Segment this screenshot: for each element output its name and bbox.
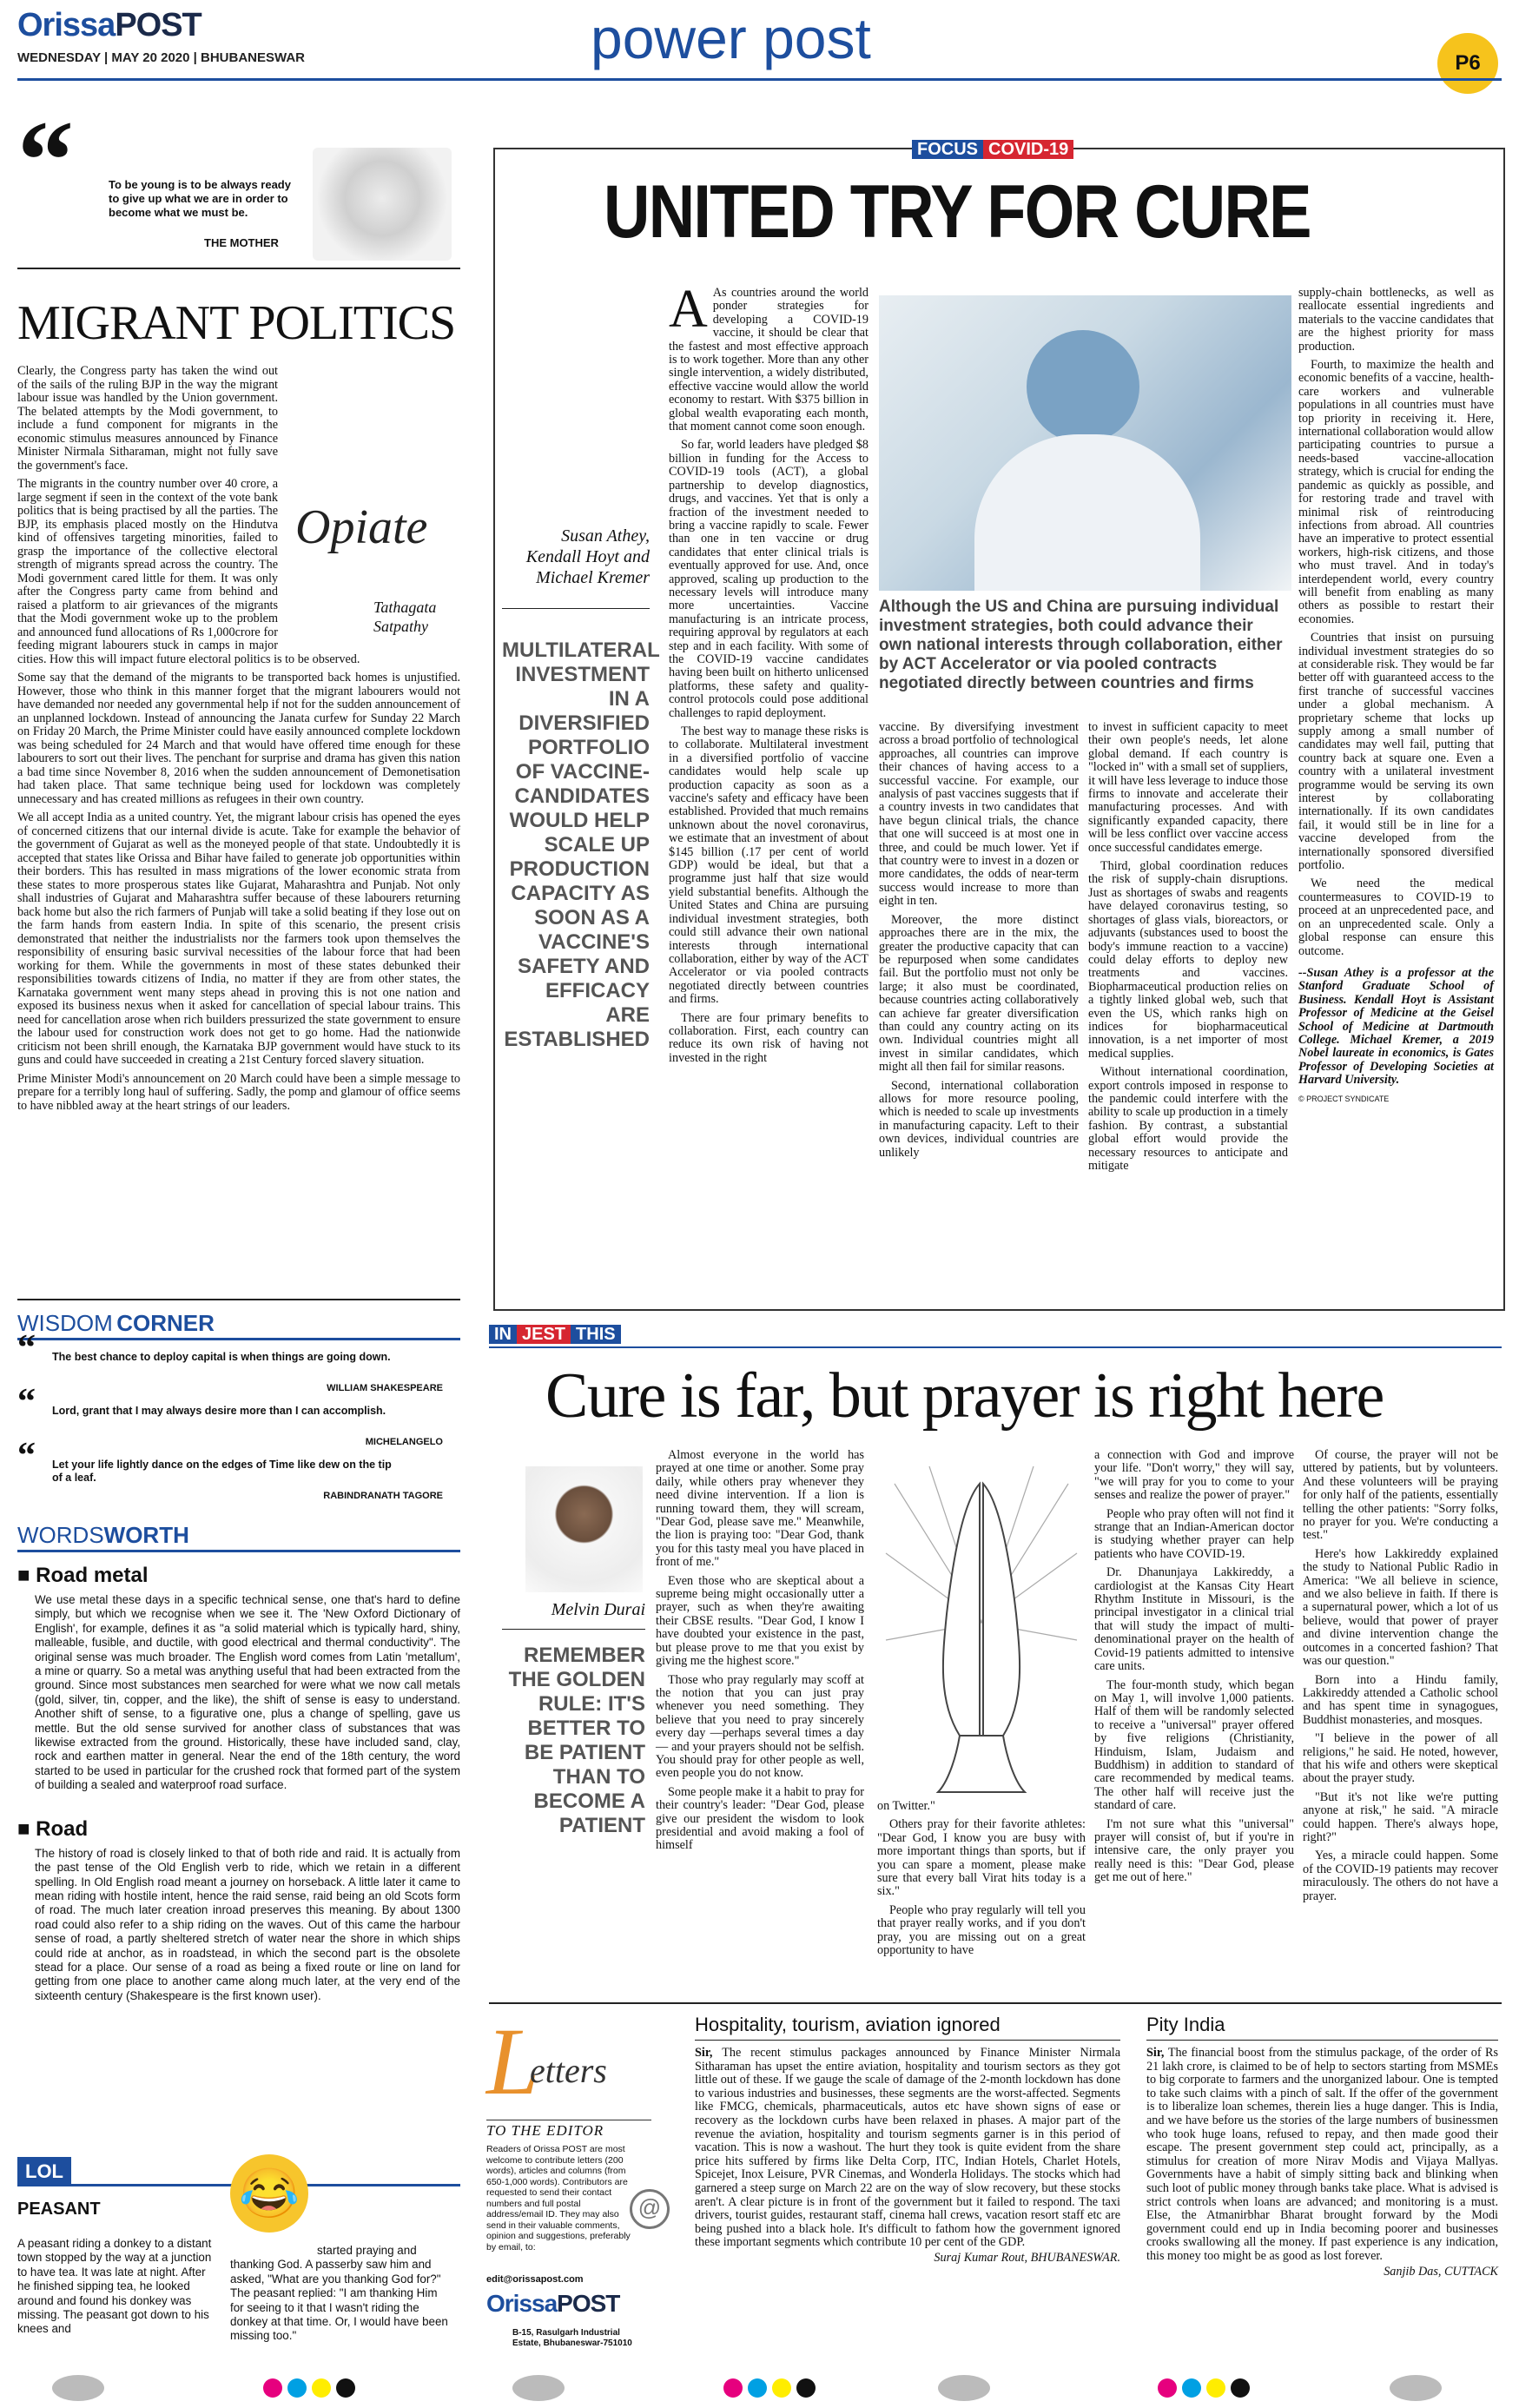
wisdom-author: RABINDRANATH TAGORE [323,1491,443,1501]
jest-para: Born into a Hindu family, Lakkireddy attended a Catholic school and has spent time in synagogues, Buddhist monasteries, and mosques. [1303,1672,1498,1727]
editorial-rule [17,1299,460,1300]
letters-address: B-15, Rasulgarh Industrial Estate, Bhubaneswar-751010 [512,2328,632,2348]
editorial-title: MIGRANT POLITICS [17,296,456,350]
jest-para: Some people make it a habit to pray for their country's leader: "Dear God, please give our president the wisdom to look presidential and avoid making a fool of himself [656,1784,864,1853]
editorial-para: Prime Minister Modi's announcement on 20 March could have been a simple message to prepare for a terribly long haul of suffering. Sadly, the pomp and glamour of office seems to have nibbled away at the heart strings of our leaders. [17,1071,460,1113]
lol-label: LOL [17,2157,71,2186]
focus-column-2 [879,721,1079,1165]
letters-brand [486,2290,619,2318]
jest-para: Dr. Dhanunjaya Lakkireddy, a cardiologist at the Kansas City Heart Rhythm Institute in Missouri, is the principal investigator in a clinical trial that will study the impact of multi-denominational prayer on the health of Covid-19 patients admitted to intensive care units. [1094,1565,1294,1674]
opiate-author-b: Satpathy [373,618,428,635]
jest-column-2 [877,1800,1086,1962]
letters-rest: etters [530,2051,607,2090]
focus-para-text: As countries around the world ponder strategies for developing a COVID-19 vaccine, it should be clear that the fastest and most effective approach is to work together. More than any other single intervention, a widely distributed, effective vaccine would allow the world economy to restart. With $375 billion in global wealth evaporating each month, that moment cannot come soon enough. [669,286,868,434]
jest-para: Those who pray regularly may scoff at the notion that you can just pray whenever you need something. They believe that you need to pray sincerely every day —perhaps several times a day — and your prayers should not be selfish. You should pray for other people as well, even people you do not know. [656,1672,864,1781]
editorial-para: Clearly, the Congress party has taken the wind out of the sails of the ruling BJP in the way the migrant labour issue was handled by the Union government. The belated attempts by the Modi government, to include a fund component for migrants in the economic stimulus measures announced by Finance Minister Nirmala Sitharaman, might not fully save the government's face. [17,364,278,473]
jest-column-1 [656,1449,864,1858]
focus-column-1 [669,280,868,1070]
quote-mark-icon: “ [17,1328,36,1368]
registration-mark [512,2375,565,2401]
letter-2-sign-place: CUTTACK [1443,2264,1498,2279]
focus-tag-b: COVID-19 [983,140,1073,159]
scientist-figure [1027,330,1139,443]
focus-para: supply-chain bottlenecks, as well as reallocate essential ingredients and materials to the vaccine candidates that are the highest priority for mass production. [1298,286,1494,354]
jest-para: Yes, a miracle could happen. Some of the COVID-19 patients may recover miraculously. The others do not have a prayer. [1303,1849,1498,1903]
word-title: ■ Road [17,1816,89,1841]
brand-post: POST [115,7,201,43]
focus-tag [912,137,1073,162]
lol-text-a: A peasant riding a donkey to a distant town stopped by the way at a junction to have tea. It was late at night. After he finished sipping tea, he looked around and found his donkey was missing. The peasant got down to his knees and [17,2237,212,2336]
jest-para: People who pray often will not find it strange that an Indian-American doctor is studying whether prayer can help patients who have COVID-19. [1094,1506,1294,1561]
focus-pullquote: MULTILATERAL INVESTMENT IN A DIVERSIFIED PORTFOLIO OF VACCINE-CANDIDATES WOULD HELP SCALE UP PRODUCTION CAPACITY AS SOON AS A VACCINE'S SAFETY AND EFFICACY ARE ESTABLISHED [502,638,660,1051]
quote-mark-icon: “ [17,1436,36,1476]
focus-author-rule [502,608,650,609]
jest-author-rule [502,1629,645,1630]
quote-author: THE MOTHER [204,236,279,249]
word-title: ■ Road metal [17,1564,149,1587]
praying-hands-icon [877,1449,1086,1796]
masthead-brand [17,7,201,44]
quote-mark-icon: “ [17,1382,36,1422]
wordsworth-label [17,1522,460,1552]
letter-2-sign-name: Sanjib Das, [1384,2264,1442,2279]
quote-box [17,98,460,261]
jest-para: "But it's not like we're putting anyone at risk," he said. "A miracle could happen. There's always hope, right?" [1303,1789,1498,1844]
jest-para: on Twitter." [877,1799,935,1813]
letters-logo [486,2008,660,2114]
section-title: power post [591,6,871,70]
quote-mark-icon: “ [17,98,74,223]
letters-sub: TO THE EDITOR [486,2120,651,2140]
word-text: We use metal these days in a specific technical sense, one that's hard to define simply, but which we recognise when we see it. The 'New Oxford Dictionary of English', for example, defines it as "a solid material which is typically hard, shiny, malleable, fusible, and ductile, with good electrical and thermal conductivity". The original sense was much broader. The English word comes from Latin 'metallum', a mine or quarry. So a metal was anything useful that had been extracted from the ground. Since most substances men searched for were what we now call metals (gold, silver, tin, copper, and the like), the shift of sense is easy to understand. Another shift of sense, to a figurative one, plus a change of spelling, gave us mettle. But the old sense survived for another class of substances that was likewise extracted from the ground. Historically, these have included sand, clay, rock and earthen matter in general. Near the end of the 18th century, the word started to be used in particular for the crushed rock that formed part of the system of building a sealed and waterproof road surface. [35,1593,460,1792]
quote-rule [17,268,460,269]
focus-para: Without international coordination, export controls imposed in response to the pandemic could interfere with the ability to scale up production in a timely fashion. By contrast, a substantial global effort would provide the necessary resources to anticipate and mitigate [1088,1065,1288,1173]
focus-para: Fourth, to maximize the health and economic benefits of a vaccine, health-care workers and vulnerable populations in all countries must have top priority in receiving it. Here, international collaboration would allow participating countries to pursue a needs-based vaccine-allocation strategy, which is crucial for ending the pandemic as quickly as possible, and for restoring trade and travel with minimal risk of reintroducing infections from abroad. All countries have an imperative to protect essential workers, high-risk citizens, and those who must travel. And in today's interdependent world, every country will benefit from enabling as many others as possible to restart their economies. [1298,358,1494,626]
laughing-emoji-icon: 😂 [230,2154,308,2233]
brand-orissa: Orissa [17,7,116,43]
letter-1-sign-place: BHUBANESWAR. [1030,2250,1120,2265]
opiate-author-a: Tathagata [373,599,437,616]
brand-post: POST [557,2290,620,2317]
letters-email: edit@orissapost.com [486,2274,584,2285]
focus-bio: --Susan Athey is a professor at the Stanford Graduate School of Business. Kendall Hoyt is Assistant Professor of Medicine at the Geisel School of Medicine at Dartmouth College. Michael Kremer, a 2019 Nobel laureate in economics, is Gates Professor of Developing Societies at Harvard University. [1298,965,1494,1088]
wisdom-text: Lord, grant that I may always desire more than I can accomplish. [52,1405,386,1417]
focus-tag-a: FOCUS [912,140,983,159]
letter-2-title: Pity India [1146,2014,1225,2035]
jest-column-4 [1303,1449,1498,1909]
word-title-text: Road [36,1816,89,1841]
jest-tag-b: JEST [517,1325,571,1344]
focus-caption: Although the US and China are pursuing individual investment strategies, both could advance their own national interests through collaboration, either by ACT Accelerator or via pooled contracts negotiated directly between countries and firms [879,598,1283,692]
dropcap: A [669,280,708,339]
editorial-para: We all accept India as a united country. Yet, the migrant labour crisis has opened the eyes of concerned citizens that our internal divide is acute. Take for example the behavior of the government of Gujarat as well as the moneyed people of that state. Undoubtedly it is accepted that states like Orissa and Bihar have failed to generate job opportunities within their borders. This has resulted in mass migrations of the lower economic strata from these states to more prosperous states like Gujarat, Maharashtra and Punjab. Not only shall industries of Gujarat and Maharashtra suffer because of these labourers returning back home but also the rich farmers of Punjab will take a solid beating if they lose out on the farm hands from eastern India. In spite of this scenario, the present crisis demonstrated that neither the industrialists nor the farmers took upon themselves the responsibility of ensuring basic survival necessities of the labour force that had been working for them. While the governments in most of these states debunked their responsibilities towards citizens of India, no matter if they are from other states, the Karnataka government went many steps ahead in proving this is not one nation and exposed its business nexus when it asked for cancellation of special labour trains. This need for cancellation arose when rich builders pressurized the state government to ensure the labour used for construction work does not get to go home. Had the nationwide criticism not been shrill enough, the Karnataka BJP government would have stuck to its guns and could have succeeded in creating a 21st Century forced slavery situation. [17,810,460,1067]
wisdom-text: Let your life lightly dance on the edges of Time like dew on the tip of a leaf. [52,1459,392,1484]
focus-photo [879,295,1291,591]
jest-para: "I believe in the power of all religions," he said. He noted, however, that his wife and others were skeptical about the prayer study. [1303,1731,1498,1786]
letter-2-rule [1146,2040,1498,2041]
letter-1-rule [695,2040,1120,2041]
letter-1-title: Hospitality, tourism, aviation ignored [695,2014,1001,2035]
jest-para: Others pray for their favorite athletes: "Dear God, I know you are busy with more important things than sports, but if you can spare a moment, please make sure that every ball Virat hits today is a six." [877,1817,1086,1899]
focus-authors [502,526,650,588]
wisdom-author: WILLIAM SHAKESPEARE [327,1383,443,1393]
wordsworth-label-b: WORTH [103,1522,189,1548]
jest-pullquote: REMEMBER THE GOLDEN RULE: IT'S BETTER TO BE PATIENT THAN TO BECOME A PATIENT [508,1644,645,1837]
focus-para: to invest in sufficient capacity to meet their own people's needs, let alone global demand. If each country is "locked in" with a small set of suppliers, it will have less leverage to induce those firms to innovate and accelerate their manufacturing processes. And with significantly expanded capacity, there will be less conflict over vaccine access once successful candidates emerge. [1088,720,1288,855]
letter-salutation: Sir, [695,2046,723,2060]
wisdom-item [17,1328,460,1405]
jest-para: The four-month study, which began on May 1, will involve 1,000 patients. Half of them will be randomly selected to receive a "universal" prayer offered by five religions (Christianity, Hinduism, Islam, Judaism and Buddhism) in addition to standard of care recommended by medical teams. The other half will receive just the standard of care. [1094,1677,1294,1813]
jest-para: I'm not sure what this "universal" prayer will consist of, but if you're in intensive care, the only prayer you really need is this: "Dear God, please get me out of here." [1094,1816,1294,1885]
jest-column-3 [1094,1449,1294,1890]
letters-info: Readers of Orissa POST are most welcome to contribute letters (200 words), articles and columns (from 650-1,000 words). Contributors are requested to send their contact numbers and full postal address/email ID. They may also send in their valuable comments, opinion and suggestions, preferably by email, to: [486,2144,631,2253]
editorial-body [17,365,460,1118]
registration-marks [0,2372,1519,2406]
wisdom-label-a: WISDOM [17,1310,113,1336]
focus-para: Third, global coordination reduces the risk of supply-chain disruptions. Just as shortages of swabs and reagents have delayed coronavirus testing, so shortages of glass vials, bioreactors, or adjuvants (substances used to boost the body's immune reaction to a vaccine) could delay efforts to deploy new treatments and vaccines. Biopharmaceutical production relies on a tightly linked global web, such that even the US, which ranks high on indices for biopharmaceutical innovation, is a net importer of most medical supplies. [1088,859,1288,1061]
color-bar [721,2378,818,2402]
editorial-para: Some say that the demand of the migrants to be transported back homes is unjustified. However, those who think in this manner forget that the migrant labourers would not have demanded nor needed any governmental help if not for the sudden announcement of an unplanned lockdown. Instead of announcing the Janata curfew for Sunday 22 March on Friday 20 March, the Prime Minister could have easily announced complete lockdown was being scheduled for 24 March and that would have offered time enough for these labourers to sort out their lives. The penchant for surprise and drama has given this nation a bad time since November 8, 2016 when the sudden announcement of Demonetisation had taken place. That same technique being used for lockdown was completely unnecessary and has created millions as refugees in their own country. [17,671,460,806]
focus-column-3 [1088,721,1288,1178]
letter-1-sign [695,2252,1120,2266]
scientist-body [974,434,1200,591]
wordsworth-label-a: WORDS [17,1522,104,1548]
jest-para: People who pray regularly will tell you that prayer really works, and if you don't pray, you are missing out on a great opportunity to have [877,1902,1086,1958]
jest-para: Almost everyone in the world has prayed at one time or another. Some pray daily, while others pray whenever they need divine intervention. If a lion is running toward them, they will scream, "Dear God, please save me." Meanwhile, the lion is praying too: "Dear God, thank you for this tasty meal you have placed in front of me." [656,1448,864,1570]
focus-para: vaccine. By diversifying investment across a broad portfolio of technological approaches, all countries can improve their chances of having access to a successful vaccine. For example, our analysis of past vaccines suggests that if a country invests in two candidates that have begun clinical trials, the chance that one will succeed is at most one in three, and could be much lower. Yet if that country were to invest in a dozen or more candidates, the odds of near-term success would increase to more than eight in ten. [879,720,1079,909]
letter-1-sign-name: Suraj Kumar Rout, [934,2250,1028,2265]
wisdom-text: The best chance to deploy capital is when things are going down. [52,1351,391,1363]
wisdom-label [17,1310,460,1340]
jest-para: Of course, the prayer will not be uttered by patients, but by volunteers. And these volunteers will be praying for only half of the patients, essentially telling the other patients: "Sorry folks, no prayer for you. We're conducting a test." [1303,1448,1498,1543]
focus-author: Kendall Hoyt and [525,547,650,566]
jest-tag-a: IN [489,1325,517,1344]
jest-para: Even those who are skeptical about a supreme being might occasionally utter a prayer, such as when they're awaiting their CBSE results. "Dear God, I know I have doubted your existence in the past, but please prove to me that you exist by giving me the highest score." [656,1573,864,1669]
registration-mark [938,2375,990,2401]
masthead-date: WEDNESDAY | MAY 20 2020 | BHUBANESWAR [17,50,305,65]
focus-author: Michael Kremer [536,568,650,587]
opiate-box [287,500,460,643]
wisdom-list [17,1328,460,1512]
jest-para: Here's how Lakkireddy explained the study to National Public Radio in America: "We all believe in science, and we also believe in faith. If there is a supernatural power, which a lot of us believe, would that power of prayer and divine intervention change the outcomes in a concerted fashion? That was our question." [1303,1546,1498,1669]
focus-credit: © PROJECT SYNDICATE [1298,1094,1390,1103]
focus-para: Moreover, the more distinct approaches there are in the mix, the greater the productive capacity that can be repurposed when some candidates fail. But the portfolio must not only be large; it also must be coordinated, because countries acting collaboratively can achieve far greater diversification than could any country acting on its own. Individual countries might all invest in similar candidates, which might all then fail for similar reasons. [879,912,1079,1075]
editorial-para: The migrants in the country number over 40 crore, a large segment if seen in the context of the vote bank politics that is being practised by all the parties. The BJP, its emphasis placed mostly on the Hindutva kind of offensives targeting minorities, failed to grasp the importance of the collective electoral strength of migrants spread across the country. The Modi government cared little for them. It was only after the Congress party came from behind and raised a platform to air grievances of the migrants that the Modi government woke up to the problem and announced fund allocations of Rs 1,000crore for feeding migrant labourers stuck in camps in major cities. How this will impact future electoral politics is to be observed. [17,477,360,666]
focus-para: So far, world leaders have pledged $8 billion in funding for the Access to COVID-19 tools (ACT), a global partnership to develop diagnostics, drugs, and vaccines. Yet that is only a fraction of the investment needed to bring a vaccine rapidly to scale. Fewer than one in ten vaccine or drug candidates that enter clinical trials is eventually approved for use. And, once approved, scaling up production to the necessary levels will introduce many more uncertainties. Vaccine manufacturing is an intricate process, requiring approval by regulators at each step and in each facility. With some of the COVID-19 vaccine candidates having been built on hitherto unlicensed platforms, these safety and quality-control protocols could pose additional challenges to rapid deployment. [669,438,868,720]
registration-mark [1390,2375,1442,2401]
focus-para: The best way to manage these risks is to collaborate. Multilateral investment in a diversified portfolio of vaccine candidates would help scale up production capacity as soon as a vaccine's safety and efficacy have been established. Provided that much remains unknown about the novel coronavirus, we estimate that an investment of about $145 billion (.17 per cent of world GDP) would be ideal, but that a programme just half that size would yield substantial benefits. Although the United States and China are pursuing individual investment strategies, both could still advance their own national interests through international collaboration, either by way of the ACT Accelerator or via pooled contracts negotiated directly between countries and firms. [669,724,868,1007]
focus-para: Second, international collaboration allows for more resource pooling, which is needed to scale up investments in manufacturing capacity. Left to their own devices, individual countries are unlikely [879,1078,1079,1160]
email-icon: @ [630,2189,670,2229]
word-title-text: Road metal [36,1564,149,1587]
letters-big: L [486,2008,540,2114]
lol-title: PEASANT [17,2200,101,2219]
jest-tag [489,1322,621,1346]
letters-rule [489,2002,1502,2004]
focus-para: There are four primary benefits to collaboration. First, each country can reduce its own risk of having not invested in the right [669,1010,868,1065]
focus-headline: UNITED TRY FOR CURE [604,170,1311,254]
praying-hands-illustration [877,1449,1086,1796]
letter-1-body [695,2047,1120,2266]
color-bar [1155,2378,1252,2402]
focus-para: Countries that insist on pursuing individual investment strategies do so at considerable risk. They would be far better off with guaranteed access to the first tranche of successful vaccines under a global mechanism. A proprietary scheme that locks up supply among a small number of candidates may well fail, putting that country back at square one. Even a country with a unilateral investment programme would be serving its own interest by collaborating internationally. If its own candidates fail, it would still be in line for a vaccine developed from the internationally sponsored diversified portfolio. [1298,631,1494,873]
wordsworth-entries [17,1564,460,2003]
lol-text-b: started praying and thanking God. A passerby saw him and asked, "What are you thanking God for?" The peasant replied: "I am thanking Him for seeing to it that I wasn't riding the donkey at that time. Or, I would have been missing too." [230,2244,448,2343]
word-text: The history of road is closely linked to that of both ride and raid. It is actually from the past tense of the Old English verb to ride, which we retain in a different spelling. In Old English road meant a journey on horseback. A little later it came to mean riding with hostile intent, hence the raid sense, raid being an old Scots form of road. The much later creation inroad preserves this meaning. By about 1300 road could also refer to a ship riding on the waves. Out of this came the harbour sense of road, a partly sheltered stretch of water near the shore in which ships could ride at anchor, as in roadstead, in which the second part is the obsolete stead for a place. Our sense of a road as being a fixed route or line on land for getting from one place to another came along much later, at the very end of the sixteenth century (Shakespeare is the first known user). [35,1846,460,2002]
jest-headline: Cure is far, but prayer is right here [545,1360,1384,1432]
letter-2-text: The financial boost from the stimulus package, of the order of Rs 21 lakh crore, is claimed to be of help to sectors starting from MSMEs to big corporate to farmers and the unorganized labour. One is tempted to take such claims with a pinch of salt. If the offer of the government is to liberalize loan schemes, therein lies a huge danger. This is India, and we have before us the stories of the large numbers of businessmen who took huge loans, refused to repay, and then made good their escape. The present government step could act, principally, as a stimulus for creation of more Nirav Modis and Vijaya Mallyas. Governments have a habit of simply sitting back and blinking when such loot of public money through banks take place. What is advised is strict controls when loans are advanced; and monitoring is a must. Else, the Atmanirbhar Bharat brought forward by the Modi government could end up in India becoming poorer and businesses crooks swallowing all the money. If past experience is any indication, this money too might be as good as lost forever. [1146,2046,1499,2263]
letter-2-body [1146,2047,1498,2279]
jest-tag-c: THIS [571,1325,621,1344]
focus-para [669,280,868,434]
focus-para: We need the medical countermeasures to COVID-19 to proceed at an unprecedented pace, and on an unprecedented scale. Only a global response can ensure this outcome. [1298,877,1494,958]
jest-author: Melvin Durai [551,1600,645,1619]
wisdom-author: MICHELANGELO [365,1437,443,1447]
jest-rule [489,1346,1502,1348]
page-number: P6 [1437,33,1498,94]
letter-salutation: Sir, [1146,2046,1168,2060]
masthead-rule [17,78,1502,81]
focus-column-4 [1298,287,1494,1111]
registration-mark [52,2375,104,2401]
focus-author: Susan Athey, [561,526,650,546]
color-bar [261,2378,358,2402]
author-photo [525,1466,643,1592]
wisdom-label-b: CORNER [116,1310,215,1336]
quote-text: To be young is to be always ready to give up what we are in order to become what we must be. [109,178,291,219]
masthead [0,0,1519,78]
opiate-title: Opiate [295,500,428,554]
letter-1-text: The recent stimulus packages announced by Finance Minister Nirmala Sitharaman has upset the entire aviation, hospitality and tourism sectors as they got little out of these. If we gauge the scale of damage of the 2-month lockdown has done to various industries and businesses, these segments are the worst-affected. Segments like FMCG, chemicals, pharmaceuticals, autos etc have shown signs of ease or recovery as the lockdown curbs have been relaxed in phases. A major part of the revenue the aviation, hospitality and tourism segments garner is in this period of vacation. This is now a washout. The hurt they took is quite evident from the share price hits suffered by firms like Delta Corp, ITC, Indian Hotels, Charlet Hotels, Spicejet, Inox Leisure, PVR Cinemas, and Wonderla Holidays. The stocks which had garnered a steep surge on March 22 are on the way of slow recovery, but these stocks aren't. A clear picture is in front of the government but it failed to respond. The taxi drivers, tourist guides, restaurant staff, cinema hall crews, vacation resort staff etc are being pushed into a black hole. It's difficult to fathom how the government ignored these important segments which contribute 10 per cent of the GDP. [695,2046,1120,2250]
brand-orissa: Orissa [486,2290,558,2317]
author-photo [313,148,452,261]
letter-2-sign [1146,2266,1498,2279]
jest-para: a connection with God and improve your life. "Don't worry," they will say, "we will pray for you to come to your senses and realize the power of prayer." [1094,1448,1294,1503]
